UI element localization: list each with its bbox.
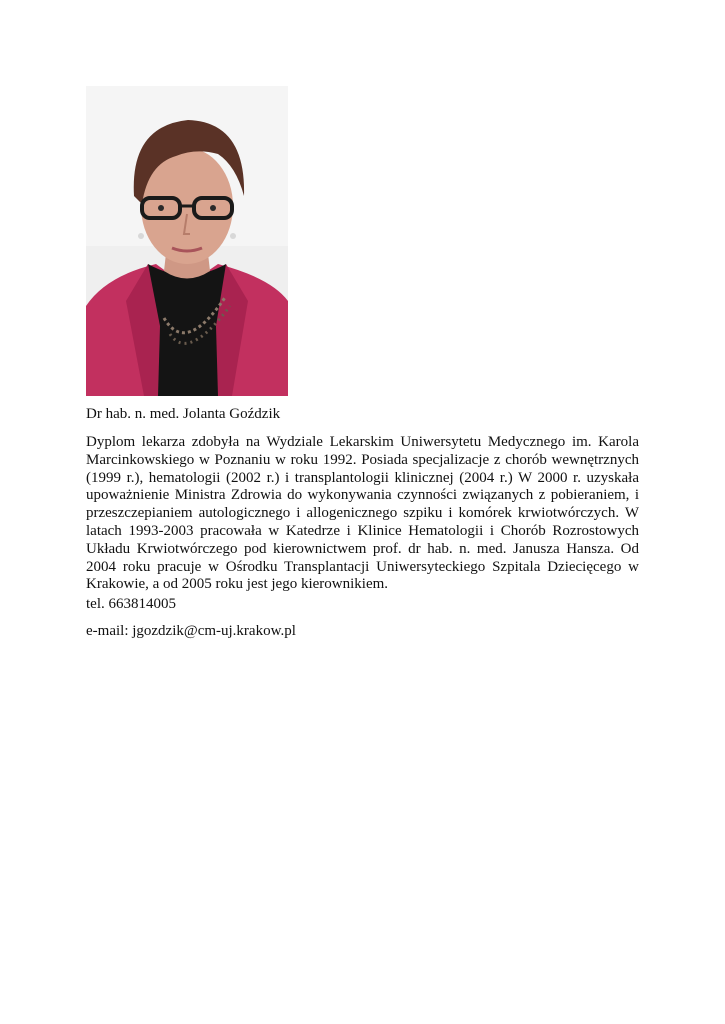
bio-paragraph: Dyplom lekarza zdobyła na Wydziale Lekarskim Uniwersytetu Medycznego im. Karola Marcinkowskiego w Poznaniu w roku 1992. Posiada specjalizacje z chorób wewnętrznych (1999 r.), hematologii (2002 r.) i transplantologii klinicznej (2004 r.) W 2000 r. uzyskała upoważnienie Ministra Zdrowia do wykonywania czynności związanych z pobieraniem, i przeszczepianiem autologicznego i allogenicznego szpiku i komórek krwiotwórczych. W latach 1993-2003 pracowała w Katedrze i Klinice Hematologii i Chorób Rozrostowych Układu Krwiotwórczego pod kierownictwem prof. dr hab. n. med. Janusza Hansza. Od 2004 roku pracuje w Ośrodku Transplantacji Uniwersyteckiego Szpitala Dziecięcego w Krakowie, a od 2005 roku jest jego kierownikiem. — [86, 434, 639, 593]
person-name: Dr hab. n. med. Jolanta Goździk — [86, 406, 281, 422]
email-address: e-mail: jgozdzik@cm-uj.krakow.pl — [86, 623, 296, 639]
phone-number: tel. 663814005 — [86, 596, 176, 612]
portrait-photo — [86, 86, 288, 396]
